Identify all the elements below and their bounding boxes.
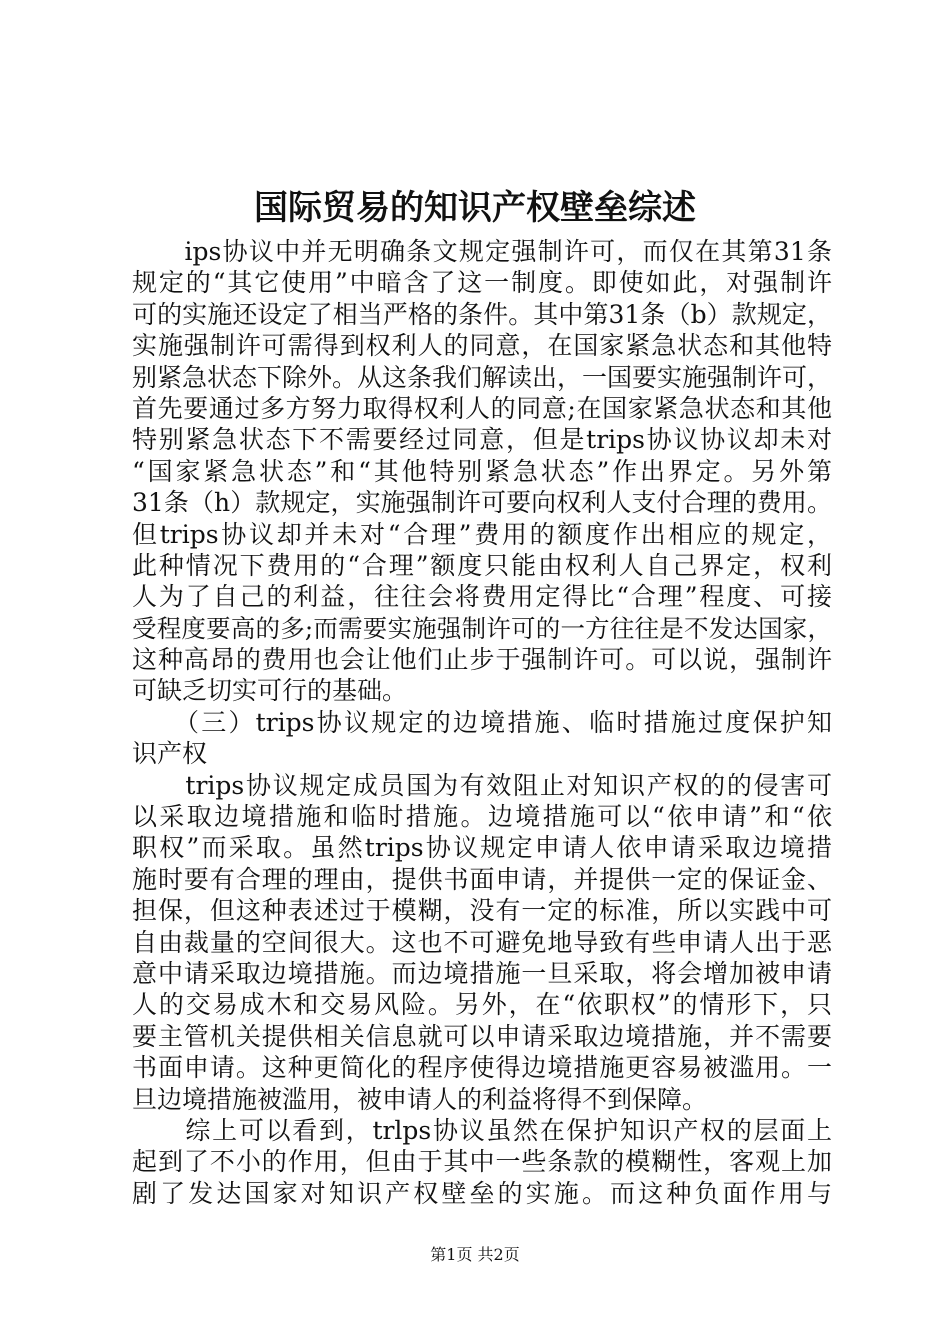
text-line: 人的交易成木和交易风险。另外，在“依职权”的情形下，只: [132, 990, 832, 1020]
text-line: 但trips协议却并未对“合理”费用的额度作出相应的规定，: [132, 519, 832, 549]
text-line: ips协议中并无明确条文规定强制许可，而仅在其第31条: [132, 237, 832, 266]
document-title: 国际贸易的知识产权壁垒综述: [254, 188, 696, 228]
text-line: 识产权: [132, 739, 208, 769]
text-line: 意中请采取边境措施。而边境措施一旦采取，将会增加被申请: [132, 958, 832, 988]
text-line: 别紧急状态下除外。从这条我们解读出，一国要实施强制许可，: [132, 362, 833, 392]
page-footer: 第1页 共2页: [430, 1245, 520, 1264]
text-line: 31条（h）款规定，实施强制许可要向权利人支付合理的费用。: [132, 488, 832, 518]
text-line: 施时要有合理的理由，提供书面申请，并提供一定的保证金、: [132, 864, 832, 894]
text-line: 要主管机关提供相关信息就可以申请采取边境措施，并不需要: [132, 1021, 832, 1051]
text-line: （三）trips协议规定的边境措施、临时措施过度保护知: [132, 707, 832, 737]
text-line: 首先要通过多方努力取得权利人的同意;在国家紧急状态和其他: [132, 393, 832, 423]
text-line: 职权”而采取。虽然trips协议规定申请人依申请采取边境措: [132, 833, 832, 863]
text-line: trips协议规定成员国为有效阻止对知识产权的的侵害可: [132, 770, 832, 800]
text-line: 人为了自己的利益，往往会将费用定得比“合理”程度、可接: [132, 582, 832, 612]
text-line: 可缺乏切实可行的基础。: [132, 676, 408, 706]
text-line: 担保，但这种表述过于模糊，没有一定的标准，所以实践中可: [132, 896, 832, 926]
text-line: 可的实施还设定了相当严格的条件。其中第31条（b）款规定，: [132, 299, 832, 329]
text-line: 实施强制许可需得到权利人的同意，在国家紧急状态和其他特: [132, 331, 832, 361]
text-line: 特别紧急状态下不需要经过同意，但是trips协议协议却未对: [132, 425, 832, 455]
text-line: 以采取边境措施和临时措施。边境措施可以“依申请”和“依: [132, 802, 832, 832]
text-line: 这种高昂的费用也会让他们止步于强制许可。可以说，强制许: [132, 645, 832, 675]
text-line: 自由裁量的空间很大。这也不可避免地导致有些申请人出于恶: [132, 927, 832, 957]
text-line: 规定的“其它使用”中暗含了这一制度。即使如此，对强制许: [132, 268, 832, 298]
text-line: 旦边境措施被滥用，被申请人的利益将得不到保障。: [132, 1084, 708, 1114]
text-line: “国家紧急状态”和“其他特别紧急状态”作出界定。另外第: [132, 456, 832, 486]
text-line: 受程度要高的多;而需要实施强制许可的一方往往是不发达国家，: [132, 613, 832, 643]
text-line: 起到了不小的作用，但由于其中一些条款的模糊性，客观上加: [132, 1147, 832, 1177]
text-line: 综上可以看到，trlps协议虽然在保护知识产权的层面上: [132, 1115, 832, 1145]
text-line: 剧了发达国家对知识产权壁垒的实施。而这种负面作用与: [132, 1178, 832, 1208]
document-body: [132, 236, 832, 1209]
text-line: 书面申请。这种更简化的程序使得边境措施更容易被滥用。一: [132, 1053, 832, 1083]
text-line: 此种情况下费用的“合理”额度只能由权利人自己界定，权利: [132, 550, 832, 580]
